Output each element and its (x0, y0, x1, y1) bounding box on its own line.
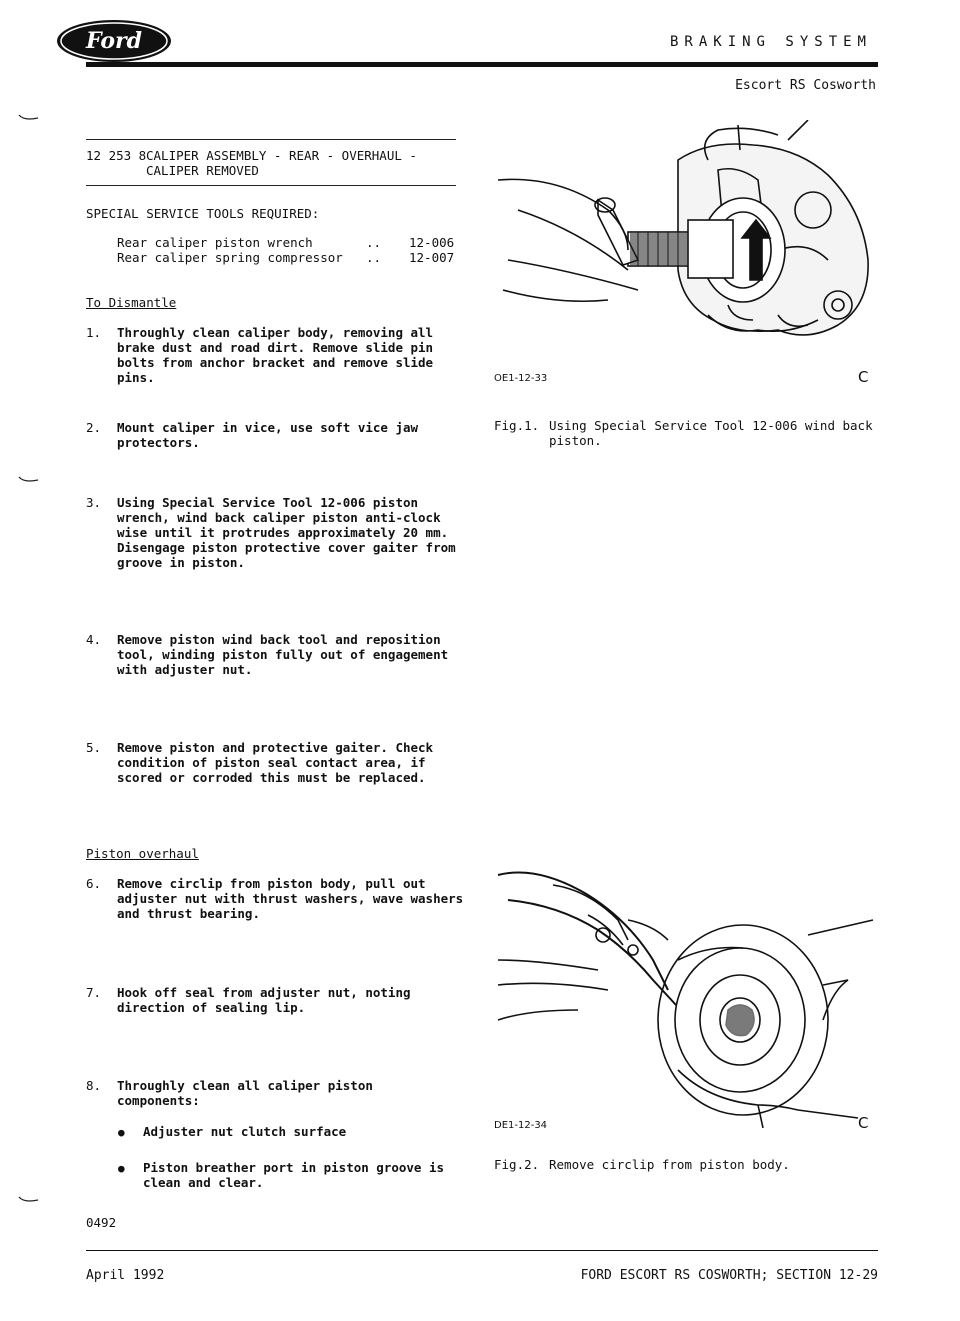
tool-name: Rear caliper piston wrench (117, 235, 313, 250)
step-text: Hook off seal from adjuster nut, noting direction of sealing lip. (117, 985, 411, 1015)
step-text: Remove circlip from piston body, pull out adjuster nut with thrust washers, wave washers and thrust bearing. (117, 876, 464, 921)
tool-leader: .. (366, 235, 382, 250)
figure-2-label: Fig.2. (494, 1157, 540, 1172)
procedure-title (146, 148, 417, 178)
dismantle-heading: To Dismantle (86, 295, 177, 310)
tool-number: 12-006 (409, 235, 455, 250)
document-subtitle: Escort RS Cosworth (735, 78, 876, 93)
page-code: 0492 (86, 1215, 117, 1230)
tool-leader: .. (366, 250, 382, 265)
figure-2-illustration (478, 860, 878, 1130)
margin-mark (18, 476, 40, 484)
overhaul-heading: Piston overhaul (86, 846, 199, 861)
footer-reference: FORD ESCORT RS COSWORTH; SECTION 12-29 (580, 1268, 878, 1283)
figure-2-reference: DE1-12-34 (494, 1120, 548, 1131)
figure-1-caption: Using Special Service Tool 12-006 wind back piston. (549, 418, 873, 448)
header-rule (86, 62, 878, 67)
step-text: Throughly clean all caliper piston components: (117, 1078, 373, 1108)
footer-date: April 1992 (86, 1268, 165, 1283)
ford-logo-text: Ford (85, 28, 143, 54)
title-rule-bottom (86, 185, 456, 186)
figure-1-mark: C (858, 368, 869, 386)
figure-1-illustration (478, 120, 878, 380)
step-number: 6. (86, 876, 102, 891)
figure-1-reference: OE1-12-33 (494, 373, 548, 384)
title-rule-top (86, 139, 456, 140)
tools-heading: SPECIAL SERVICE TOOLS REQUIRED: (86, 206, 320, 221)
step-text: Remove piston wind back tool and reposition tool, winding piston fully out of engagement with adjuster nut. (117, 632, 449, 677)
figure-1-label: Fig.1. (494, 418, 540, 433)
step-number: 1. (86, 325, 102, 340)
tool-number: 12-007 (409, 250, 455, 265)
figure-2-caption: Remove circlip from piston body. (549, 1157, 790, 1172)
procedure-id: 12 253 8 (86, 148, 147, 163)
step-text: Remove piston and protective gaiter. Check condition of piston seal contact area, if scored or corroded this must be replaced. (117, 740, 434, 785)
step-number: 8. (86, 1078, 102, 1093)
figure-2-mark: C (858, 1114, 869, 1132)
margin-mark (18, 1196, 40, 1204)
bullet-icon: ● (118, 1162, 125, 1175)
step-number: 7. (86, 985, 102, 1000)
step-text: Using Special Service Tool 12-006 piston wrench, wind back caliper piston anti-clock wise until it protrudes approximately 20 mm. Disengage piston protective cover gaiter from groove in piston. (117, 495, 456, 570)
margin-mark (18, 114, 40, 122)
step-text: Throughly clean caliper body, removing all brake dust and road dirt. Remove slide pin bolts from anchor bracket and remove slide pins. (117, 325, 434, 385)
step-text: Mount caliper in vice, use soft vice jaw protectors. (117, 420, 419, 450)
procedure-title-line1: CALIPER ASSEMBLY - REAR - OVERHAUL - (146, 148, 417, 163)
footer-rule (86, 1250, 878, 1251)
ford-logo (55, 18, 173, 64)
procedure-title-line2: CALIPER REMOVED (146, 163, 259, 178)
section-title: BRAKING SYSTEM (669, 34, 872, 50)
step-number: 3. (86, 495, 102, 510)
step-number: 4. (86, 632, 102, 647)
bullet-text: Piston breather port in piston groove is clean and clear. (143, 1160, 445, 1190)
tool-name: Rear caliper spring compressor (117, 250, 343, 265)
step-number: 5. (86, 740, 102, 755)
step-number: 2. (86, 420, 102, 435)
bullet-icon: ● (118, 1126, 125, 1139)
bullet-text: Adjuster nut clutch surface (143, 1124, 347, 1139)
